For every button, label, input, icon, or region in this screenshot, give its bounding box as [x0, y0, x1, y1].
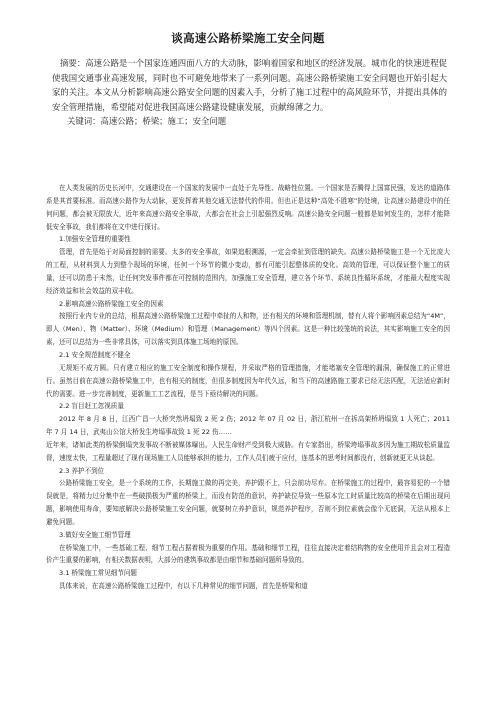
body-paragraph: 近年来，诸如此类的桥梁倒塌突发事故不断被媒体曝出。人民生命财产受到极大威胁。有专家指出，桥梁垮塌事故多因为施工期故松质量监督，速度太快，工程量超过了现有现场施工人员能够承担的能力，工作人员们疲于应付，连基本的思考时间都没有，创新就更无从谈起。: [46, 440, 450, 462]
subsection-heading-3-1: 3.1 桥梁施工常见细节问题: [59, 569, 137, 578]
subsection-heading-2-3: 2.3 养护不到位: [59, 466, 105, 475]
abstract-paragraph: 摘要：高速公路是一个国家连通四面八方的大动脉，影响着国家和地区的经济发展。城市化的快速进程促使我国交通事业高速发展，同时也不可避免地带来了一系列问题。高速公路桥梁施工安全问题也开始引起大家的关注。本文从分析影响高速公路安全问题的因素入手，分析了施工过程中的高风险环节，并提出具体的安全管理措施，希望能对促进我国高速公路建设健康发展，贡献绵薄之力。: [52, 58, 447, 112]
body-paragraph: 公路桥梁施工安全，是一个系统的工作，长期施工做的再完美，养护跟不上，只会前功尽弃。在桥梁施工的过程中，最容易犯的一个错误就是，将精力过分集中在一些破损极为严重的桥梁上，而没有防范的意识，养护缺位导致一些原本完工时质量比较高的桥梁在后期出现问题，影响使用寿命，要知底解决公路桥梁施工安全问题，就要树立养护意识，规范养护程序，否则不到位素就会像个无底洞，无法从根本上避免问题。: [46, 479, 450, 526]
body-paragraph: 在桥梁施工中，一些基础工程、细节工程占据着极为重要的作用。基础和细节工程，往往直接决定着结构物的安全使用并且会对工程造价产生重要的影响，有相关数据表明，大部分的建筑事故都是由细节和基础问题所导致的。: [46, 543, 450, 565]
document-title: 谈高速公路桥梁施工安全问题: [171, 31, 325, 45]
body-paragraph: 按照行业内专业的总结，根据高速公路桥梁施工过程中牵扯的人和物，还有相关的环境和管理机制，替有人将个影响因素总结为“4M”，即人（Men）、物（Matter）、环境（Medium）和管理（Management）等四个因素。这是一种比较笼统的说法，其实影响施工安全的因素，还可以总结为一些非常具体，可以落实到具体施工场地的原因。: [46, 312, 450, 347]
body-paragraph: 2012 年 8 月 8 日，江西广昌一大桥突然坍塌致 2 死 2 伤；2012 年 07 月 02 日，浙江杭州一在拆高架桥坍塌致 1 人死亡；2011 年 7 月 14 日，武夷山公馆大桥发生垮塌事故致 1 死 22 伤……: [46, 415, 450, 437]
body-paragraph-intro: 在人类发展的历史长河中，交通建设在一个国家的发展中一直处于先导性、战略性位置。一个国家是否腾得上国富民强，发达的道路体系是其首要标准。而高速公路作为大动脉，更发挥着其他交通无法替代的作用。但也正是这种“高处不胜寒”的处境，让高速公路建设中的任何问题，都会被无限放大，近年来高速公路安全事故，大都会在社会上引起强烈反响。高速公路安全问题一般都是如何发生的，怎样才能降低安全事故，我们都将在文中进行探讨。: [46, 184, 450, 231]
subsection-heading-2-2: 2.2 盲目赶工忽视质量: [59, 402, 124, 411]
body-paragraph: 具体来说，在高速公路桥梁施工过程中，有以下几种常见的细节问题，首先是桥梁和道: [59, 582, 308, 591]
body-section: [46, 182, 450, 593]
abstract-section: [52, 56, 447, 129]
body-paragraph: 无规矩不成方圆。只有建立相应的施工安全制度和操作规程，并采取严格的管理措施，才能堵塞安全管理的漏洞，确保施工的正常进行。虽然目前在高速公路桥梁施工中，也有相关的制度，但很多制度因为年代久远，和当下的高速路施工要求已经无法匹配，无法适应新时代的需要。进一步完善制度，更新施工工艺流程，是当下亟待解决的问题。: [46, 363, 450, 398]
body-paragraph: 管理，首先是始于对局面控制的需要。太多的安全事故，如果追根溯源，一定会牵扯到管理的缺失。高速公路桥梁施工是一个无比庞大的工程，从材料到人力到整个现场的环境，任何一个环节的微小变动，都有可能引起整体质的变化。高效的管理，可以保证整个施工的质量，还可以防患于未然，让任何突发事件都在可控制的范围内，加强施工安全管理，建立各个环节、系统良性循环系统，才能最大程度实现经济效益和社会效益的双丰收。: [46, 248, 450, 295]
subsection-heading-2-1: 2.1 安全规范制度不健全: [59, 350, 131, 359]
section-heading-3: 3.做好安全施工细节管理: [59, 530, 131, 539]
section-heading-2: 2.影响高速公路桥梁施工安全的因素: [59, 299, 164, 308]
keywords-line: 关键词：高速公路；桥梁；施工；安全问题: [67, 116, 227, 127]
section-heading-1: 1.加强安全管理的重要性: [59, 235, 131, 244]
